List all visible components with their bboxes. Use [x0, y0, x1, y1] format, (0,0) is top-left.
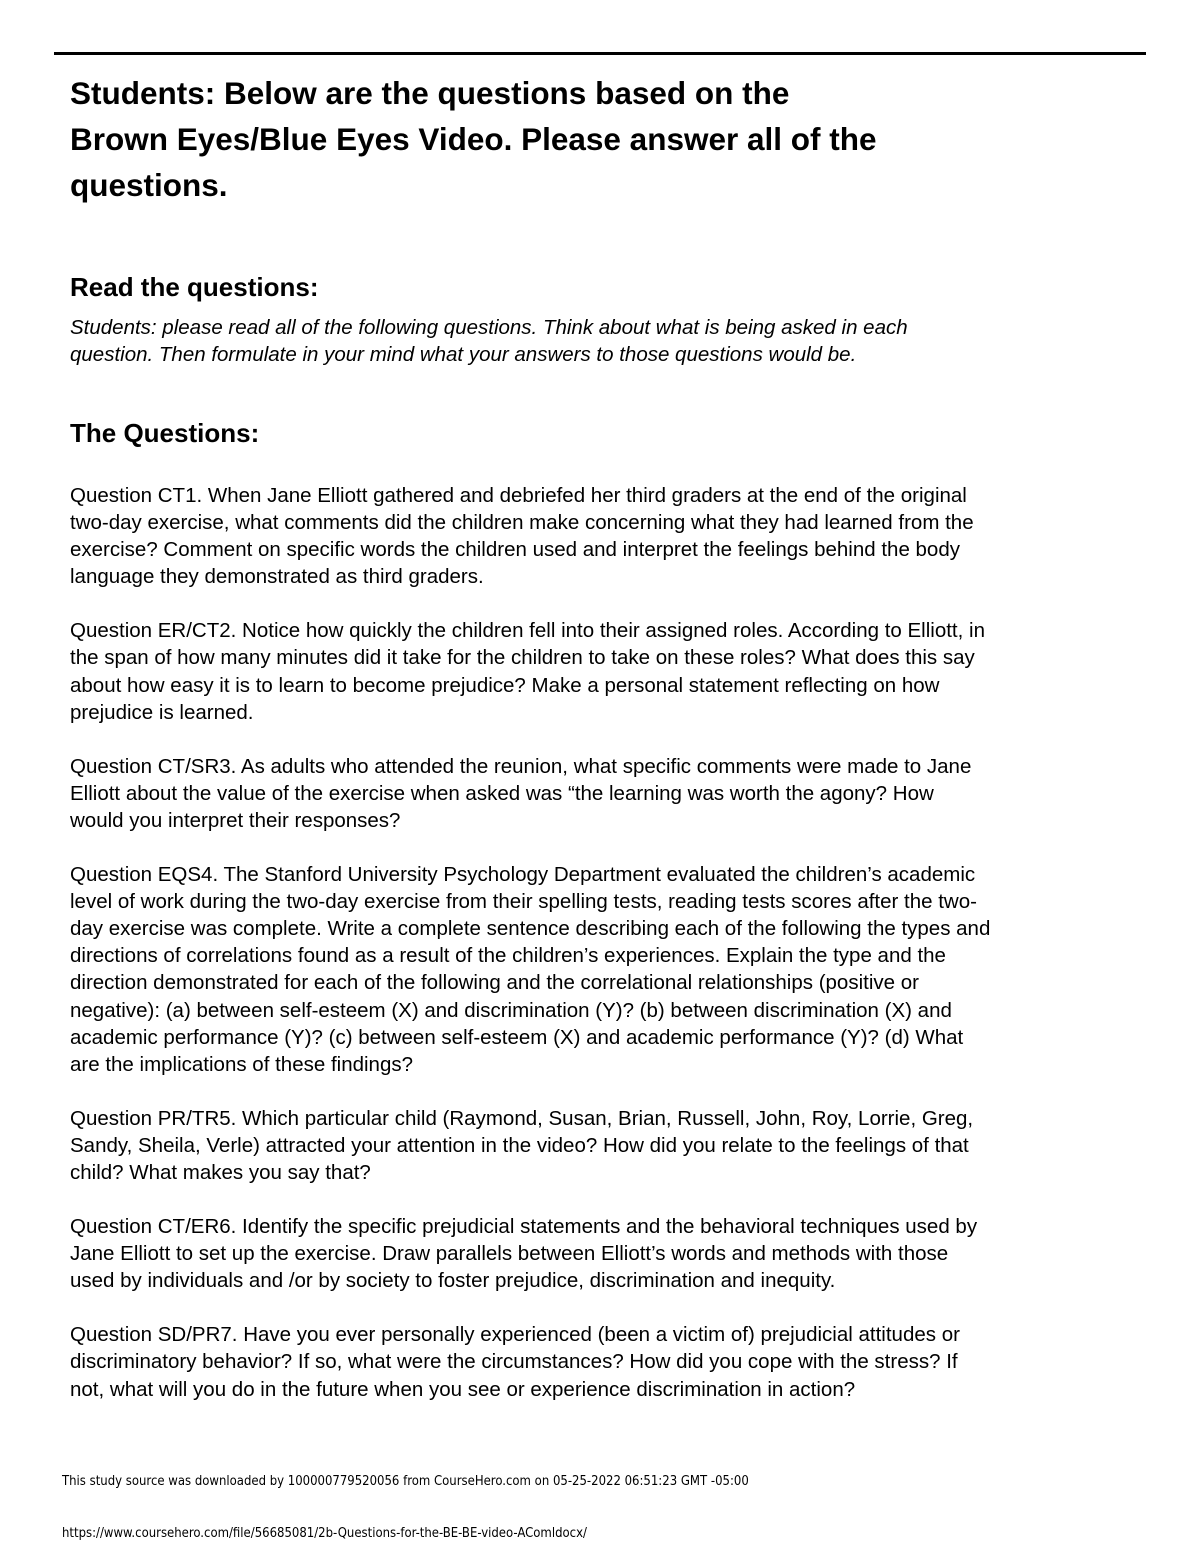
question-line: discriminatory behavior? If so, what were the circumstances? How did you cope with the stress? If [70, 1350, 958, 1374]
instructions-paragraph [70, 314, 1140, 368]
question-ct1 [70, 482, 1140, 590]
question-line: academic performance (Y)? (c) between self-esteem (X) and academic performance (Y)? (d) What [70, 1025, 964, 1049]
title-line: questions. [70, 167, 228, 203]
source-url-link[interactable]: https://www.coursehero.com/file/56685081/2b-Questions-for-the-BE-BE-video-AComldocx/ [62, 1526, 587, 1541]
question-line: would you interpret their responses? [70, 808, 401, 832]
question-line: negative): (a) between self-esteem (X) and discrimination (Y)? (b) between discrimination (X) and [70, 998, 952, 1022]
question-ct-sr3 [70, 753, 1140, 834]
question-line: Elliott about the value of the exercise when asked was “the learning was worth the agony? How [70, 781, 934, 805]
question-sd-pr7 [70, 1321, 1140, 1402]
download-source-notice: This study source was downloaded by 100000779520056 from CourseHero.com on 05-25-2022 06:51:23 GMT -05:00 [62, 1474, 749, 1489]
instructions-line: Students: please read all of the following questions. Think about what is being asked in each [70, 316, 908, 339]
question-line: used by individuals and /or by society to foster prejudice, discrimination and inequity. [70, 1269, 836, 1293]
question-line: Question PR/TR5. Which particular child (Raymond, Susan, Brian, Russell, John, Roy, Lorrie, Greg, [70, 1106, 974, 1130]
top-horizontal-rule [54, 52, 1146, 55]
question-line: direction demonstrated for each of the following and the correlational relationships (positive or [70, 971, 919, 995]
document-body [70, 70, 1140, 1430]
question-line: not, what will you do in the future when you see or experience discrimination in action? [70, 1377, 856, 1401]
question-line: about how easy it is to learn to become prejudice? Make a personal statement reflecting on how [70, 673, 940, 697]
questions-list [70, 482, 1140, 1403]
question-line: Question SD/PR7. Have you ever personally experienced (been a victim of) prejudicial attitudes or [70, 1323, 960, 1347]
question-line: prejudice is learned. [70, 700, 254, 724]
question-line: are the implications of these findings? [70, 1052, 414, 1076]
question-line: day exercise was complete. Write a complete sentence describing each of the following the types and [70, 917, 991, 941]
question-line: child? What makes you say that? [70, 1160, 371, 1184]
question-line: Question CT/ER6. Identify the specific prejudicial statements and the behavioral techniques used by [70, 1215, 978, 1239]
the-questions-heading: The Questions: [70, 418, 260, 448]
question-line: exercise? Comment on specific words the children used and interpret the feelings behind the body [70, 538, 960, 562]
question-pr-tr5 [70, 1105, 1140, 1186]
question-line: level of work during the two-day exercise from their spelling tests, reading tests scores after the two- [70, 890, 977, 914]
question-line: Question CT/SR3. As adults who attended the reunion, what specific comments were made to Jane [70, 754, 972, 778]
question-line: Sandy, Sheila, Verle) attracted your attention in the video? How did you relate to the feelings of that [70, 1133, 969, 1157]
question-line: the span of how many minutes did it take for the children to take on these roles? What does this say [70, 646, 975, 670]
document-title [70, 70, 1140, 208]
title-line: Students: Below are the questions based on the [70, 75, 790, 111]
question-ct-er6 [70, 1213, 1140, 1294]
question-line: Question ER/CT2. Notice how quickly the children fell into their assigned roles. According to Elliott, in [70, 619, 985, 643]
question-line: Question EQS4. The Stanford University Psychology Department evaluated the children’s academic [70, 863, 976, 887]
question-eqs4 [70, 861, 1140, 1078]
read-questions-heading: Read the questions: [70, 272, 319, 302]
title-line: Brown Eyes/Blue Eyes Video. Please answer all of the [70, 121, 877, 157]
instructions-line: question. Then formulate in your mind what your answers to those questions would be. [70, 343, 857, 366]
question-line: Question CT1. When Jane Elliott gathered and debriefed her third graders at the end of the original [70, 484, 967, 507]
question-er-ct2 [70, 617, 1140, 725]
question-line: directions of correlations found as a result of the children’s experiences. Explain the type and the [70, 944, 946, 968]
question-line: language they demonstrated as third graders. [70, 565, 484, 589]
question-line: Jane Elliott to set up the exercise. Draw parallels between Elliott’s words and methods with those [70, 1242, 949, 1266]
question-line: two-day exercise, what comments did the children make concerning what they had learned from the [70, 511, 974, 535]
